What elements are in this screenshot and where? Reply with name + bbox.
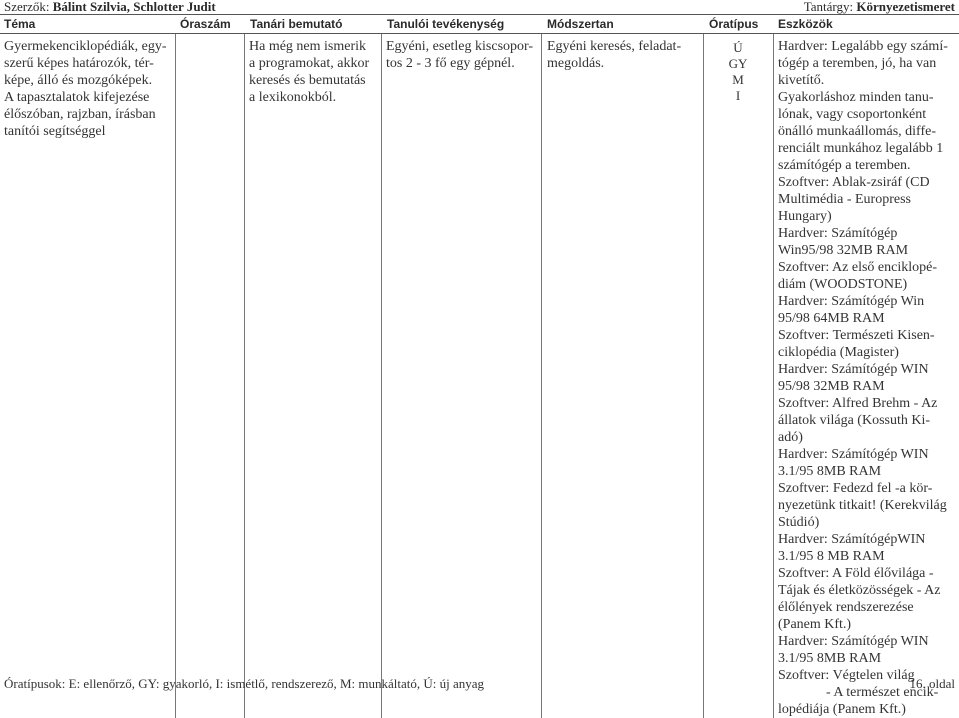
tool-line: lopédiája (Panem Kft.) bbox=[778, 702, 906, 717]
tool-line: Szoftver: Természeti Kisen- bbox=[778, 328, 935, 343]
tool-line: élőlények rendszerezése bbox=[778, 600, 914, 615]
cell-line: a lexikonokból. bbox=[249, 90, 337, 105]
cell-oratipus bbox=[705, 40, 771, 104]
cell-line: keresés és bemutatás bbox=[249, 73, 366, 88]
tool-line: 3.1/95 8MB RAM bbox=[778, 651, 882, 666]
tool-line: számítógép a teremben. bbox=[778, 158, 911, 173]
oratipus-code: I bbox=[735, 88, 741, 103]
tool-line: - A természet encik- bbox=[826, 685, 939, 700]
column-header-oraszam: Óraszám bbox=[180, 17, 231, 31]
tool-line: adó) bbox=[778, 430, 803, 445]
tool-line: lónak, vagy csoportonként bbox=[778, 107, 927, 122]
cell-line: szerű képes határozók, tér- bbox=[4, 56, 154, 71]
cell-tanari bbox=[249, 38, 381, 106]
tool-line: tógép a teremben, jó, ha van bbox=[778, 56, 937, 71]
column-header-eszkozok: Eszközök bbox=[778, 17, 833, 31]
oratipus-code: Ú bbox=[733, 40, 743, 55]
cell-line: Ha még nem ismerik bbox=[249, 39, 367, 54]
cell-line: élőszóban, rajzban, írásban bbox=[4, 107, 156, 122]
cell-line: képe, álló és mozgóképek. bbox=[4, 73, 153, 88]
cell-modszertan bbox=[547, 38, 702, 72]
tool-line: Hardver: Legalább egy számí- bbox=[778, 39, 948, 54]
cell-line: tos 2 - 3 fő egy gépnél. bbox=[386, 56, 515, 71]
tool-line: nyezetünk titkait! (Kerekvilág bbox=[778, 498, 947, 513]
column-header-tema: Téma bbox=[4, 17, 36, 31]
tool-line: kivetítő. bbox=[778, 73, 825, 88]
column-header-modszertan: Módszertan bbox=[547, 17, 614, 31]
column-divider bbox=[244, 34, 245, 718]
tool-line: Tájak és életközösségek - Az bbox=[778, 583, 941, 598]
tool-line: Multimédia - Europress bbox=[778, 192, 911, 207]
authors-line bbox=[4, 0, 216, 14]
oratipus-legend: Óratípusok: E: ellenőrző, GY: gyakorló, I: ismétlő, rendszerező, M: munkáltató, Ú: új anyag bbox=[4, 676, 485, 691]
column-header-oratipus: Óratípus bbox=[709, 17, 759, 31]
subject-line bbox=[804, 0, 955, 14]
cell-line: Egyéni keresés, feladat- bbox=[547, 39, 682, 54]
tool-line: Hardver: Számítógép WIN bbox=[778, 634, 929, 649]
tool-line: Gyakorláshoz minden tanu- bbox=[778, 90, 934, 105]
table-header-row bbox=[0, 14, 959, 34]
tool-line: 95/98 64MB RAM bbox=[778, 311, 885, 326]
tool-line: 3.1/95 8 MB RAM bbox=[778, 549, 885, 564]
column-header-tanuloi: Tanulói tevékenység bbox=[387, 17, 505, 31]
tool-line: Szoftver: Az első enciklopé- bbox=[778, 260, 938, 275]
column-divider bbox=[175, 34, 176, 718]
tool-line: Hungary) bbox=[778, 209, 832, 224]
tool-line: állatok világa (Kossuth Ki- bbox=[778, 413, 931, 428]
column-divider bbox=[703, 34, 704, 718]
tool-line: önálló munkaállomás, diffe- bbox=[778, 124, 936, 139]
cell-line: A tapasztalatok kifejezése bbox=[4, 90, 150, 105]
tool-line: 95/98 32MB RAM bbox=[778, 379, 885, 394]
cell-line: tanítói segítséggel bbox=[4, 124, 106, 139]
page-number: 16. oldal bbox=[909, 676, 955, 691]
tool-line: Szoftver: Fedezd fel -a kör- bbox=[778, 481, 933, 496]
column-header-tanari: Tanári bemutató bbox=[250, 17, 343, 31]
tool-line: Szoftver: Végtelen világ bbox=[778, 668, 915, 683]
tool-line: Win95/98 32MB RAM bbox=[778, 243, 909, 258]
subject-label: Tantárgy: bbox=[803, 0, 854, 14]
tool-line: Hardver: Számítógép bbox=[778, 226, 898, 241]
cell-tanuloi bbox=[386, 38, 541, 72]
tool-line: 3.1/95 8MB RAM bbox=[778, 464, 882, 479]
tool-line: diám (WOODSTONE) bbox=[778, 277, 908, 292]
column-divider bbox=[541, 34, 542, 718]
oratipus-code: GY bbox=[728, 56, 748, 71]
authors-label: Szerzők: bbox=[4, 0, 50, 14]
cell-line: Egyéni, esetleg kiscsopor- bbox=[386, 39, 534, 54]
column-divider bbox=[773, 34, 774, 718]
cell-line: megoldás. bbox=[547, 56, 605, 71]
cell-eszkozok bbox=[778, 38, 956, 718]
tool-line: Hardver: Számítógép Win bbox=[778, 294, 925, 309]
tool-line: renciált munkához legalább 1 bbox=[778, 141, 944, 156]
tool-line: Szoftver: A Föld élővilága - bbox=[778, 566, 934, 581]
tool-line: Szoftver: Alfred Brehm - Az bbox=[778, 396, 938, 411]
tool-line: ciklopédia (Magister) bbox=[778, 345, 899, 360]
tool-line: Stúdió) bbox=[778, 515, 820, 530]
tool-line: Hardver: Számítógép WIN bbox=[778, 447, 929, 462]
tool-line: (Panem Kft.) bbox=[778, 617, 852, 632]
cell-tema bbox=[4, 38, 174, 140]
oratipus-code: M bbox=[732, 72, 744, 87]
subject-name: Környezetismeret bbox=[856, 0, 955, 14]
column-divider bbox=[381, 34, 382, 718]
tool-line: Hardver: SzámítógépWIN bbox=[778, 532, 926, 547]
cell-line: Gyermekenciklopédiák, egy- bbox=[4, 39, 167, 54]
authors-names: Bálint Szilvia, Schlotter Judit bbox=[52, 0, 216, 14]
tool-line: Hardver: Számítógép WIN bbox=[778, 362, 929, 377]
tool-line: Szoftver: Ablak-zsiráf (CD bbox=[778, 175, 930, 190]
cell-line: a programokat, akkor bbox=[249, 56, 370, 71]
